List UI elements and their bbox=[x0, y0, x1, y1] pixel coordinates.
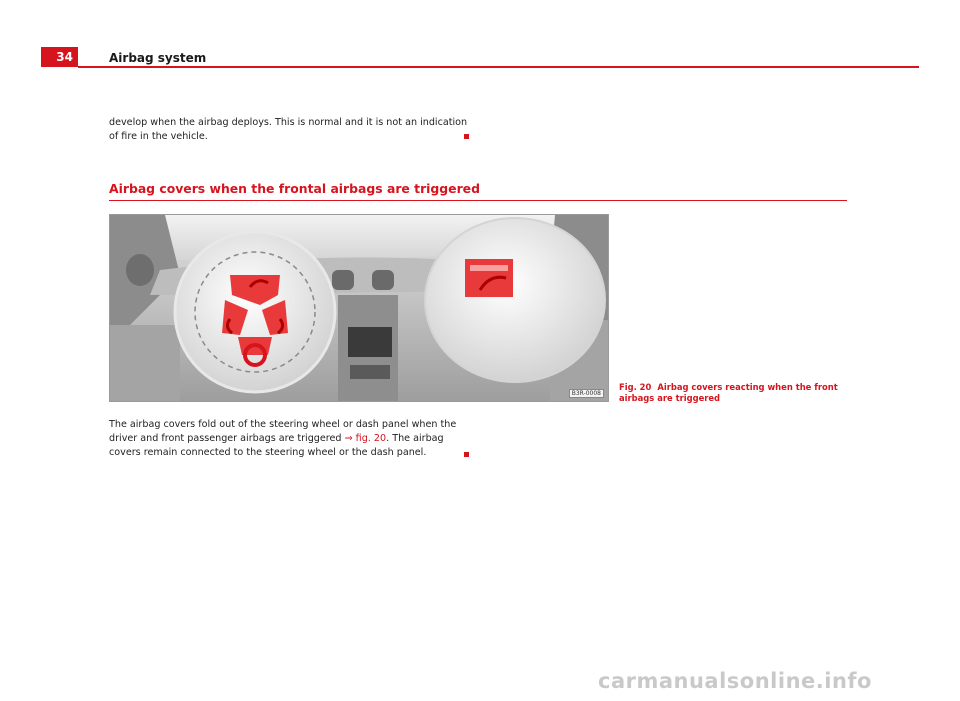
figure-caption-text: Airbag covers reacting when the front airbags are triggered bbox=[619, 382, 838, 403]
body-paragraph bbox=[109, 418, 469, 460]
body-text-start: The airbag covers fold out of the steering wheel or dash panel when the driver and front passenger airbags are triggered bbox=[109, 419, 457, 444]
airbag-illustration bbox=[110, 215, 608, 401]
page-number bbox=[41, 47, 78, 67]
section-end-marker bbox=[464, 134, 469, 139]
intro-paragraph: develop when the airbag deploys. This is normal and it is not an indication of fire in the vehicle. bbox=[109, 117, 468, 142]
watermark-text: carmanualsonline.info bbox=[598, 669, 872, 693]
header-divider bbox=[78, 66, 919, 68]
section-title: Airbag system bbox=[109, 51, 207, 65]
section-heading: Airbag covers when the frontal airbags are triggered bbox=[109, 181, 480, 196]
figure-caption bbox=[619, 382, 847, 404]
section-end-marker-2 bbox=[464, 452, 469, 457]
page-number-text: 34 bbox=[56, 50, 73, 64]
figure-code: B3R-0008 bbox=[569, 389, 604, 398]
figure-reference-link[interactable]: ⇒ fig. 20 bbox=[344, 433, 387, 444]
figure-caption-label: Fig. 20 bbox=[619, 382, 652, 392]
figure-airbag-illustration bbox=[109, 214, 609, 402]
body-text-end: . The airbag covers remain connected to the steering wheel or the dash panel. bbox=[109, 433, 444, 458]
heading-divider bbox=[109, 200, 847, 201]
